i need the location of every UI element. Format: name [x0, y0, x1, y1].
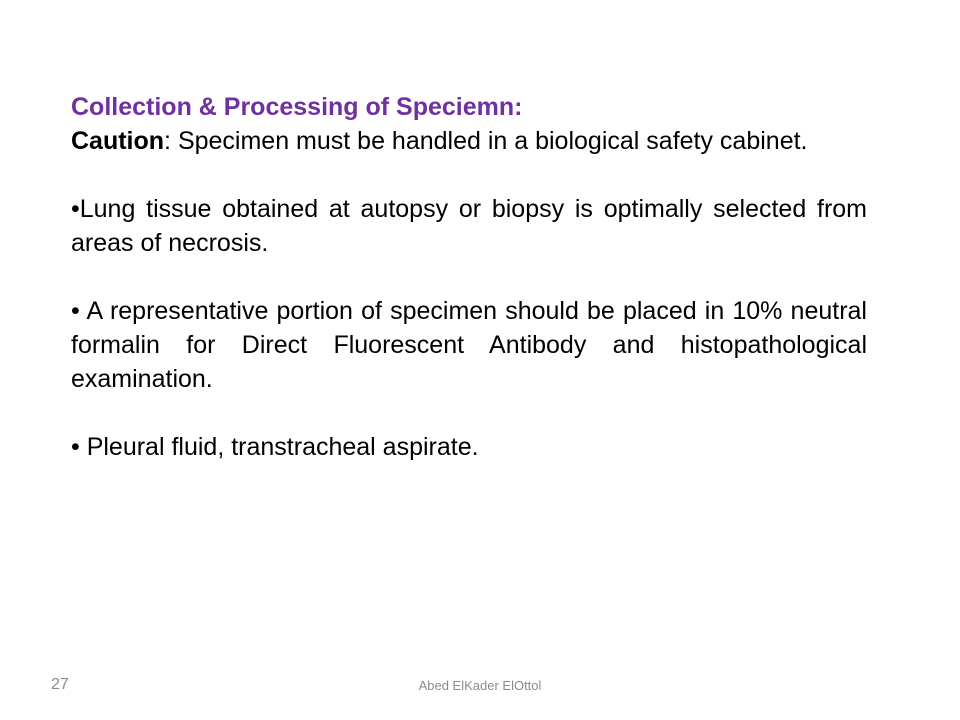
paragraph-spacer [71, 158, 867, 192]
paragraph-spacer [71, 396, 867, 430]
bullet-item: • Pleural fluid, transtracheal aspirate. [71, 433, 479, 461]
bullet-item: • A representative portion of specimen should be placed in 10% neutral formalin for Direct Fluorescent Antibody and histopathological examination. [71, 297, 867, 393]
caution-label: Caution [71, 127, 165, 155]
caution-paragraph [71, 124, 867, 158]
footer-author: Abed ElKader ElOttol [418, 678, 542, 693]
paragraph-spacer [71, 260, 867, 294]
slide-content [71, 90, 867, 464]
page-number: 27 [51, 676, 69, 693]
slide-title: Collection & Processing of Speciemn: [71, 93, 523, 121]
bullet-item: •Lung tissue obtained at autopsy or biopsy is optimally selected from areas of necrosis. [71, 195, 867, 257]
caution-text: : Specimen must be handled in a biological safety cabinet. [164, 127, 808, 155]
